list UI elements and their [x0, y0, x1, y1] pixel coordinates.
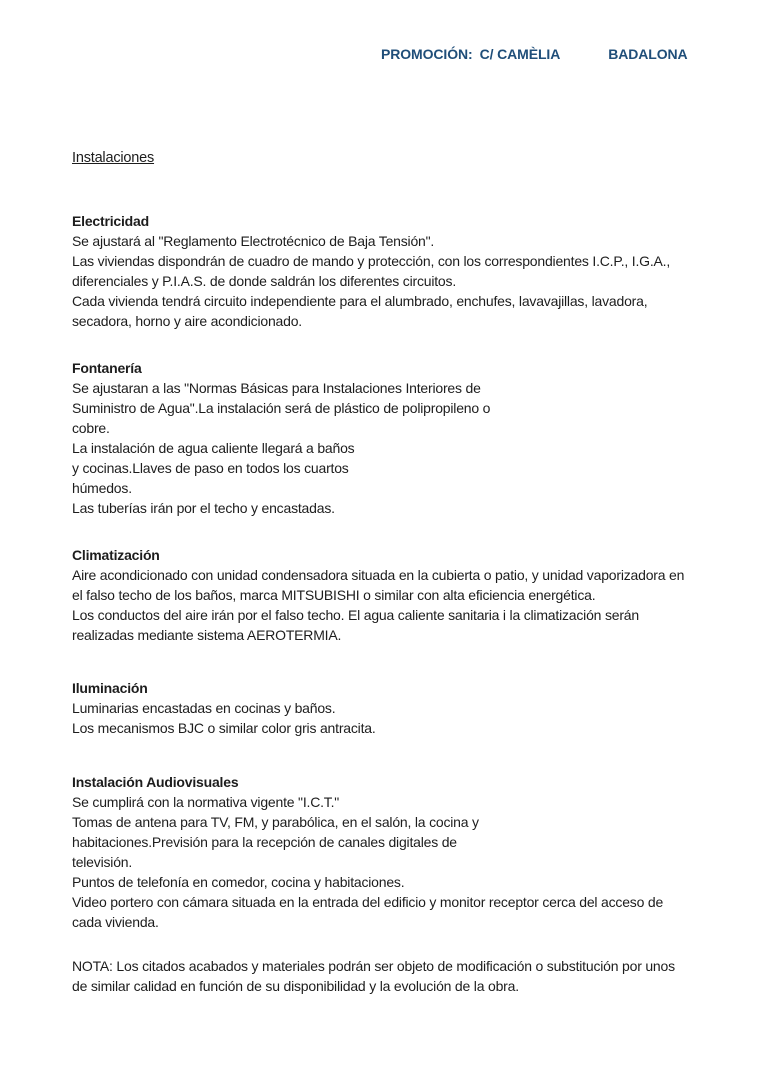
- body-line: Suministro de Agua".La instalación será de plástico de polipropileno o: [72, 400, 491, 416]
- section-instalacion-audiovisuales: [72, 772, 708, 932]
- body-line: Aire acondicionado con unidad condensadora situada en la cubierta o patio, y unidad vaporizadora en: [72, 567, 685, 583]
- document-title: Instalaciones: [72, 150, 155, 166]
- body-line: habitaciones.Previsión para la recepción de canales digitales de: [72, 834, 457, 850]
- body-line: Las tuberías irán por el techo y encastadas.: [72, 500, 335, 516]
- section-climatizacion: [72, 545, 708, 645]
- body-line: Los mecanismos BJC o similar color gris antracita.: [72, 720, 376, 736]
- page-header: [381, 46, 688, 62]
- body-line: secadora, horno y aire acondicionado.: [72, 313, 302, 329]
- section-iluminacion: [72, 678, 708, 738]
- section-heading: Climatización: [72, 547, 160, 563]
- city-label: BADALONA: [608, 46, 688, 62]
- section-fontaneria: [72, 358, 708, 518]
- promotion-value: C/ CAMÈLIA: [479, 46, 561, 62]
- body-line: realizadas mediante sistema AEROTERMIA.: [72, 627, 342, 643]
- body-line: televisión.: [72, 854, 133, 870]
- body-line: y cocinas.Llaves de paso en todos los cuartos: [72, 460, 349, 476]
- body-line: el falso techo de los baños, marca MITSUBISHI o similar con alta eficiencia energética.: [72, 587, 596, 603]
- note-line: NOTA: Los citados acabados y materiales podrán ser objeto de modificación o substitución por unos: [72, 958, 675, 974]
- section-heading: Instalación Audiovisuales: [72, 774, 239, 790]
- body-line: Las viviendas dispondrán de cuadro de mando y protección, con los correspondientes I.C.P., I.G.A.,: [72, 253, 671, 269]
- body-line: Video portero con cámara situada en la entrada del edificio y monitor receptor cerca del acceso de: [72, 894, 664, 910]
- body-line: Cada vivienda tendrá circuito independiente para el alumbrado, enchufes, lavavajillas, lavadora,: [72, 293, 648, 309]
- section-heading: Iluminación: [72, 680, 148, 696]
- promotion-label: PROMOCIÓN:: [381, 46, 473, 62]
- note-paragraph: [72, 956, 708, 996]
- body-line: Se cumplirá con la normativa vigente "I.C.T.": [72, 794, 340, 810]
- section-electricidad: [72, 211, 708, 331]
- section-heading: Electricidad: [72, 213, 149, 229]
- body-line: Tomas de antena para TV, FM, y parabólica, en el salón, la cocina y: [72, 814, 479, 830]
- body-line: Los conductos del aire irán por el falso techo. El agua caliente sanitaria i la climatización serán: [72, 607, 639, 623]
- note-line: de similar calidad en función de su disponibilidad y la evolución de la obra.: [72, 978, 519, 994]
- body-line: Puntos de telefonía en comedor, cocina y habitaciones.: [72, 874, 405, 890]
- body-line: cada vivienda.: [72, 914, 159, 930]
- body-line: Luminarias encastadas en cocinas y baños.: [72, 700, 336, 716]
- body-line: cobre.: [72, 420, 110, 436]
- body-line: Se ajustará al "Reglamento Electrotécnico de Baja Tensión".: [72, 233, 435, 249]
- body-line: húmedos.: [72, 480, 132, 496]
- body-line: Se ajustaran a las "Normas Básicas para Instalaciones Interiores de: [72, 380, 481, 396]
- body-line: La instalación de agua caliente llegará a baños: [72, 440, 355, 456]
- body-line: diferenciales y P.I.A.S. de donde saldrán los diferentes circuitos.: [72, 273, 457, 289]
- section-heading: Fontanería: [72, 360, 142, 376]
